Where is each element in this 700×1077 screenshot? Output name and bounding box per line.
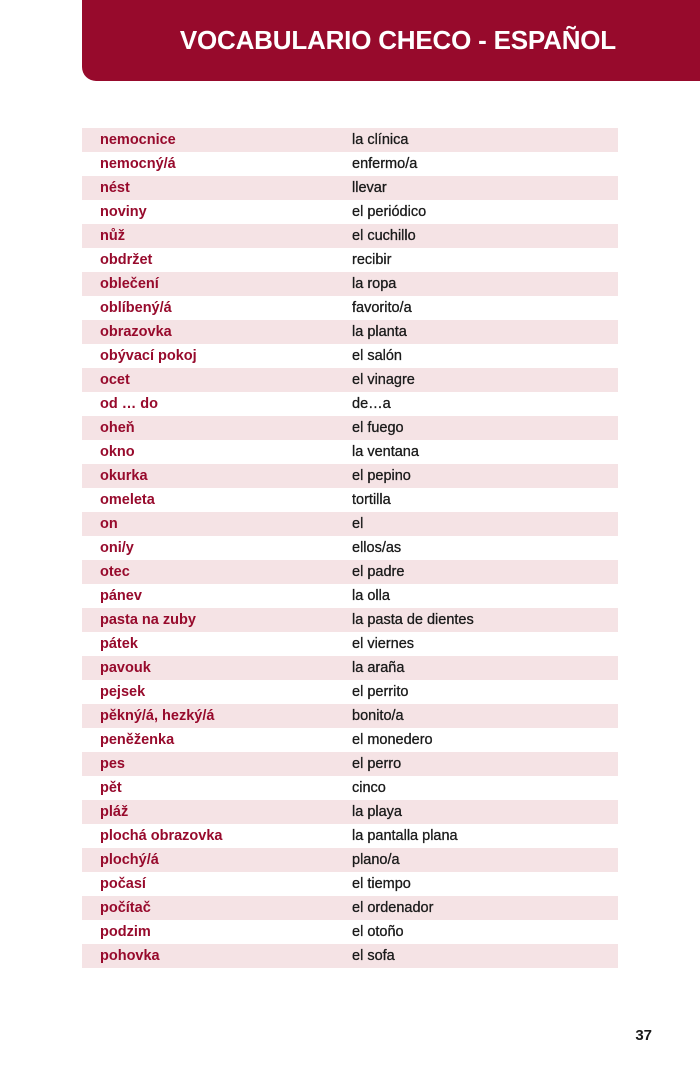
spanish-translation: el vinagre bbox=[352, 372, 415, 388]
czech-term: ocet bbox=[100, 372, 130, 388]
spanish-translation: el pepino bbox=[352, 468, 411, 484]
czech-term: oblečení bbox=[100, 276, 159, 292]
vocabulary-row bbox=[82, 296, 618, 320]
vocabulary-row bbox=[82, 152, 618, 176]
vocabulary-row bbox=[82, 752, 618, 776]
vocabulary-row bbox=[82, 920, 618, 944]
spanish-translation: bonito/a bbox=[352, 708, 404, 724]
vocabulary-row bbox=[82, 848, 618, 872]
czech-term: pohovka bbox=[100, 948, 160, 964]
czech-term: nemocný/á bbox=[100, 156, 176, 172]
czech-term: otec bbox=[100, 564, 130, 580]
vocabulary-row bbox=[82, 704, 618, 728]
page-title: VOCABULARIO CHECO - ESPAÑOL bbox=[179, 25, 616, 55]
vocabulary-row bbox=[82, 512, 618, 536]
spanish-translation: plano/a bbox=[352, 852, 400, 868]
vocabulary-table bbox=[82, 128, 618, 968]
vocabulary-row bbox=[82, 416, 618, 440]
vocabulary-row bbox=[82, 896, 618, 920]
czech-term: pasta na zuby bbox=[100, 612, 196, 628]
spanish-translation: cinco bbox=[352, 780, 386, 796]
spanish-translation: la playa bbox=[352, 804, 402, 820]
czech-term: peněženka bbox=[100, 732, 175, 748]
spanish-translation: el ordenador bbox=[352, 900, 434, 916]
spanish-translation: el fuego bbox=[352, 420, 404, 436]
vocabulary-row bbox=[82, 560, 618, 584]
czech-term: podzim bbox=[100, 924, 151, 940]
spanish-translation: la olla bbox=[352, 588, 390, 604]
czech-term: pes bbox=[100, 756, 125, 772]
czech-term: pět bbox=[100, 780, 122, 796]
vocabulary-row bbox=[82, 392, 618, 416]
vocabulary-row bbox=[82, 944, 618, 968]
czech-term: okurka bbox=[100, 468, 148, 484]
spanish-translation: el padre bbox=[352, 564, 405, 580]
spanish-translation: el monedero bbox=[352, 732, 433, 748]
header-banner bbox=[82, 0, 700, 81]
czech-term: nůž bbox=[100, 228, 125, 244]
vocabulary-row bbox=[82, 128, 618, 152]
spanish-translation: el sofa bbox=[352, 948, 395, 964]
vocabulary-row bbox=[82, 656, 618, 680]
spanish-translation: enfermo/a bbox=[352, 156, 418, 172]
czech-term: oni/y bbox=[100, 540, 134, 556]
czech-term: pátek bbox=[100, 636, 138, 652]
spanish-translation: el perrito bbox=[352, 684, 409, 700]
czech-term: oheň bbox=[100, 420, 135, 436]
vocabulary-row bbox=[82, 824, 618, 848]
czech-term: obrazovka bbox=[100, 324, 172, 340]
vocabulary-row bbox=[82, 176, 618, 200]
spanish-translation: tortilla bbox=[352, 492, 391, 508]
vocabulary-row bbox=[82, 200, 618, 224]
spanish-translation: el cuchillo bbox=[352, 228, 416, 244]
vocabulary-row bbox=[82, 272, 618, 296]
czech-term: on bbox=[100, 516, 118, 532]
vocabulary-row bbox=[82, 368, 618, 392]
vocabulary-row bbox=[82, 224, 618, 248]
vocabulary-row bbox=[82, 800, 618, 824]
czech-term: plochý/á bbox=[100, 852, 159, 868]
czech-term: obdržet bbox=[100, 252, 153, 268]
czech-term: okno bbox=[100, 444, 135, 460]
vocabulary-row bbox=[82, 248, 618, 272]
czech-term: noviny bbox=[100, 204, 147, 220]
spanish-translation: la clínica bbox=[352, 132, 409, 148]
spanish-translation: la ropa bbox=[352, 276, 397, 292]
czech-term: od … do bbox=[100, 396, 158, 412]
czech-term: pánev bbox=[100, 588, 142, 604]
spanish-translation: la ventana bbox=[352, 444, 419, 460]
czech-term: pláž bbox=[100, 804, 129, 820]
spanish-translation: favorito/a bbox=[352, 300, 412, 316]
spanish-translation: el periódico bbox=[352, 204, 427, 220]
vocabulary-row bbox=[82, 320, 618, 344]
czech-term: oblíbený/á bbox=[100, 300, 172, 316]
spanish-translation: la pasta de dientes bbox=[352, 612, 474, 628]
spanish-translation: recibir bbox=[352, 252, 392, 268]
vocabulary-row bbox=[82, 872, 618, 896]
czech-term: pěkný/á, hezký/á bbox=[100, 708, 215, 724]
czech-term: pejsek bbox=[100, 684, 146, 700]
spanish-translation: el otoño bbox=[352, 924, 404, 940]
vocabulary-row bbox=[82, 440, 618, 464]
czech-term: počítač bbox=[100, 900, 151, 916]
vocabulary-row bbox=[82, 680, 618, 704]
czech-term: omeleta bbox=[100, 492, 155, 508]
vocabulary-row bbox=[82, 776, 618, 800]
czech-term: nemocnice bbox=[100, 132, 176, 148]
vocabulary-row bbox=[82, 608, 618, 632]
spanish-translation: el tiempo bbox=[352, 876, 411, 892]
spanish-translation: el salón bbox=[352, 348, 402, 364]
vocabulary-row bbox=[82, 728, 618, 752]
spanish-translation: llevar bbox=[352, 180, 387, 196]
vocabulary-row bbox=[82, 464, 618, 488]
czech-term: pavouk bbox=[100, 660, 151, 676]
spanish-translation: el viernes bbox=[352, 636, 415, 652]
spanish-translation: la araña bbox=[352, 660, 405, 676]
vocabulary-row bbox=[82, 344, 618, 368]
czech-term: plochá obrazovka bbox=[100, 828, 223, 844]
spanish-translation: ellos/as bbox=[352, 540, 402, 556]
spanish-translation: el bbox=[352, 516, 364, 532]
spanish-translation: la pantalla plana bbox=[352, 828, 458, 844]
czech-term: obývací pokoj bbox=[100, 348, 197, 364]
page-number: 37 bbox=[635, 1027, 652, 1044]
vocabulary-row bbox=[82, 488, 618, 512]
vocabulary-row bbox=[82, 584, 618, 608]
czech-term: počasí bbox=[100, 876, 146, 892]
spanish-translation: de…a bbox=[352, 396, 391, 412]
vocabulary-row bbox=[82, 632, 618, 656]
spanish-translation: el perro bbox=[352, 756, 402, 772]
czech-term: nést bbox=[100, 180, 130, 196]
spanish-translation: la planta bbox=[352, 324, 407, 340]
vocabulary-row bbox=[82, 536, 618, 560]
